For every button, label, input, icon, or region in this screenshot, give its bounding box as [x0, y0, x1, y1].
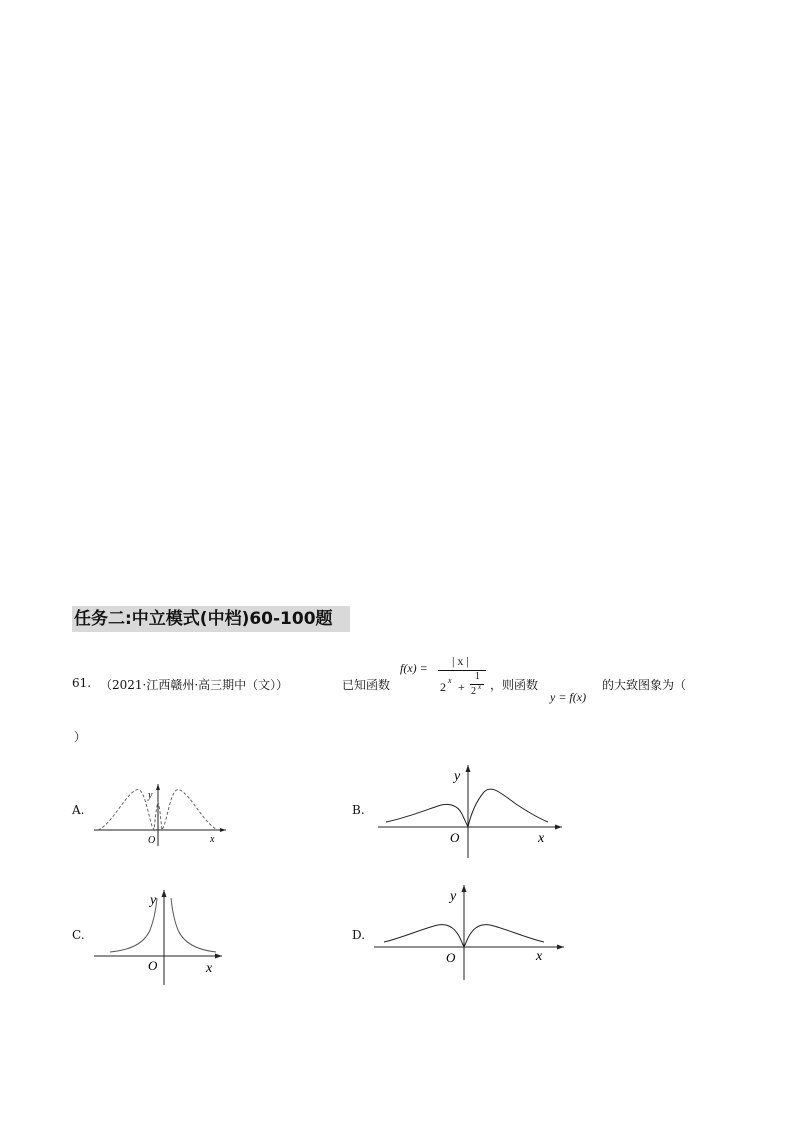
question-text-before: 已知函数	[342, 678, 391, 692]
y-axis-label: y	[450, 889, 457, 904]
question-source: （2021·江西赣州·高三期中（文））	[100, 678, 289, 692]
x-axis-arrow	[220, 828, 226, 832]
inner-numerator: 1	[475, 671, 480, 682]
question-text-after: 的大致图象为（	[602, 678, 687, 692]
question-text-middle: ，则函数	[490, 678, 539, 692]
x-axis-label: x	[210, 834, 215, 845]
option-b-label[interactable]: B.	[352, 803, 365, 817]
denominator-plus: +	[458, 680, 465, 694]
x-axis-label: x	[206, 961, 213, 976]
denominator-exp: x	[448, 676, 452, 685]
option-c-graph[interactable]	[92, 886, 226, 986]
x-axis-arrow	[555, 825, 562, 830]
question-number: 61.	[72, 676, 92, 690]
option-a-graph[interactable]	[90, 780, 230, 850]
y-axis-arrow	[466, 765, 471, 772]
y-axis-label: y	[150, 893, 157, 908]
function-expression: y = f(x)	[550, 690, 587, 704]
inner-den-exp: x	[478, 683, 482, 691]
option-a-label[interactable]: A.	[72, 803, 85, 817]
origin-label: O	[446, 950, 456, 965]
section-heading: 任务二:中立模式(中档)60-100题	[72, 606, 350, 632]
origin-label: O	[450, 830, 460, 845]
origin-label: O	[148, 958, 158, 973]
denominator-base: 2	[440, 680, 446, 694]
option-c-label[interactable]: C.	[72, 928, 85, 942]
inner-fraction-bar	[470, 684, 484, 685]
formula-numerator: | x |	[452, 654, 469, 668]
inner-den-base: 2	[471, 686, 476, 697]
x-axis-label: x	[538, 831, 545, 846]
formula-lhs: f(x) =	[400, 661, 428, 675]
origin-label: O	[148, 835, 156, 846]
y-axis-label: y	[148, 790, 153, 801]
x-axis-label: x	[536, 949, 543, 964]
option-d-graph[interactable]	[372, 882, 568, 982]
y-axis-arrow	[162, 890, 167, 897]
x-axis-arrow	[215, 954, 222, 959]
y-axis-arrow	[462, 885, 467, 892]
option-b-graph[interactable]	[376, 762, 566, 862]
curve-right	[171, 898, 216, 952]
y-axis-arrow	[156, 784, 160, 790]
curve	[386, 789, 548, 827]
x-axis-arrow	[557, 945, 564, 950]
y-axis-label: y	[454, 769, 461, 784]
question-close-paren: ）	[74, 730, 87, 744]
option-d-label[interactable]: D.	[352, 928, 366, 942]
